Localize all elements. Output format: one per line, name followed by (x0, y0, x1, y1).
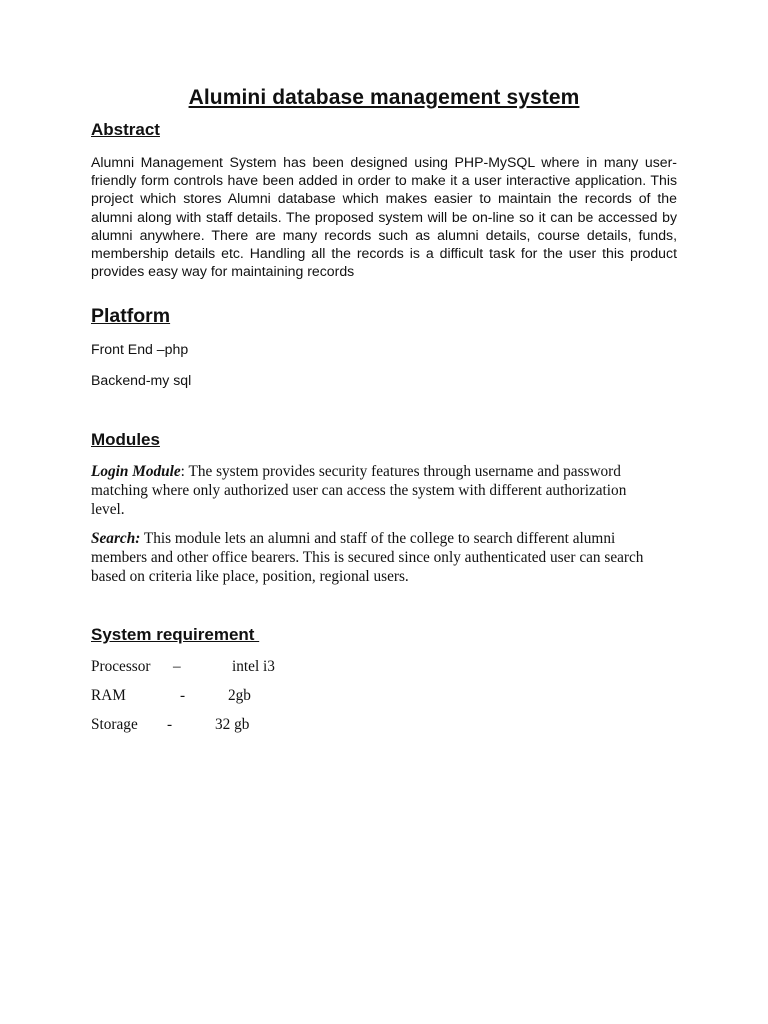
abstract-paragraph: Alumni Management System has been designed using PHP-MySQL where in many user-friendly form controls have been added in order to make it a user interactive application. This project which stores Alumni database which makes easier to maintain the records of the alumni along with staff details. The proposed system will be on-line so it can be accessed by alumni anywhere. There are many records such as alumni details, course details, funds, membership details etc. Handling all the records is a difficult task for the user this product provides easy way for maintaining records (91, 154, 677, 280)
requirement-row-ram (91, 687, 391, 707)
requirement-separator: – (173, 658, 181, 675)
requirement-separator: - (180, 687, 186, 704)
requirement-value: 32 gb (215, 716, 250, 733)
modules-heading: Modules (91, 430, 160, 449)
requirement-row-processor (91, 658, 391, 678)
system-requirement-heading: System requirement (91, 625, 260, 644)
module-login-name: Login Module (91, 463, 181, 480)
requirement-label: Storage (91, 716, 138, 733)
requirement-value: intel i3 (232, 658, 275, 675)
requirement-separator: - (167, 716, 173, 733)
document-title: Alumini database management system (188, 86, 580, 109)
platform-backend: Backend-my sql (91, 372, 192, 388)
module-search (91, 529, 651, 586)
module-search-description: This module lets an alumni and staff of the college to search different alumni members and other office bearers. This is secured since only authenticated user can search based on criteria like place, position, regional users. (91, 530, 644, 585)
platform-heading: Platform (91, 305, 171, 327)
requirement-label: Processor (91, 658, 151, 675)
requirement-row-storage (91, 716, 391, 736)
module-login-description: : The system provides security features through username and password matching where only authorized user can access the system with different authorization level. (91, 463, 627, 518)
requirement-label: RAM (91, 687, 126, 704)
module-search-name: Search: (91, 530, 141, 547)
module-login (91, 462, 651, 519)
platform-front-end: Front End –php (91, 341, 189, 357)
abstract-heading: Abstract (91, 120, 160, 139)
requirement-value: 2gb (228, 687, 251, 704)
